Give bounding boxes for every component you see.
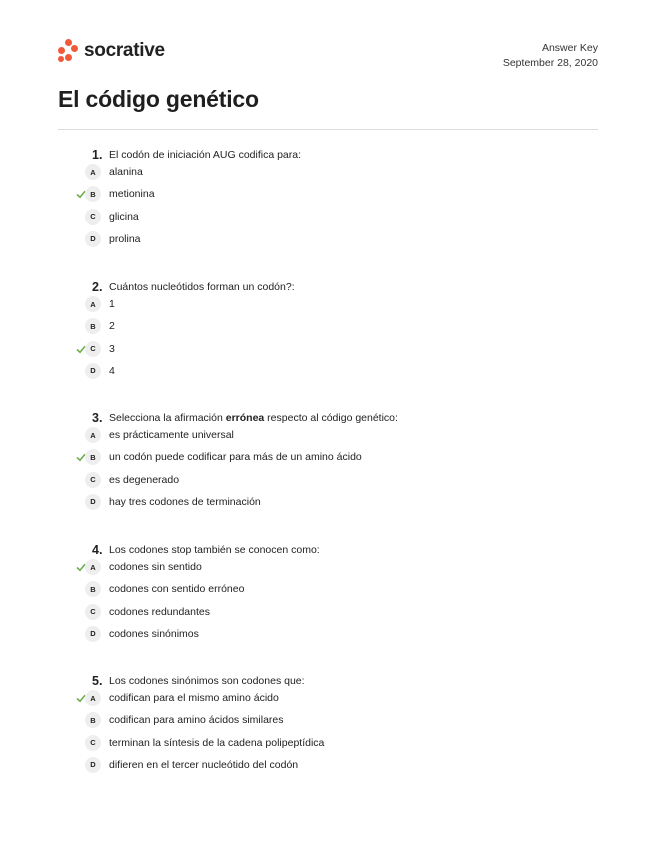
answer-option [72,757,592,779]
question-text: Cuántos nucleótidos forman un codón?: [109,281,295,293]
answer-option-correct [72,449,592,471]
header [58,38,598,72]
option-letter: A [85,296,101,312]
answer-option [72,427,592,449]
option-letter: A [85,690,101,706]
question-header [72,674,592,690]
option-letter: A [85,559,101,575]
option-text: un codón puede codificar para más de un amino ácido [109,451,362,464]
socrative-logo-icon [58,39,78,63]
answer-option-correct [72,690,592,712]
option-text: terminan la síntesis de la cadena polipeptídica [109,736,325,749]
question-header [72,280,592,296]
option-text: codones con sentido erróneo [109,583,245,596]
option-letter: C [85,341,101,357]
answer-option-correct [72,341,592,363]
option-text: codones sinónimos [109,627,199,640]
question-text: El codón de iniciación AUG codifica para: [109,149,302,161]
option-letter: D [85,626,101,642]
question-header [72,411,592,427]
option-text: 4 [109,364,115,377]
question-text-emphasis: errónea [225,412,265,424]
option-text: codifican para amino ácidos similares [109,714,284,727]
option-letter: A [85,427,101,443]
answer-option [72,626,592,648]
question-text [109,412,398,424]
option-letter: D [85,757,101,773]
option-text: prolina [109,232,141,245]
answer-option [72,209,592,231]
option-letter: C [85,209,101,225]
answer-option [72,735,592,757]
option-text: es prácticamente universal [109,429,234,441]
option-letter: B [85,186,101,202]
question-text-end: respecto al código genético: [264,412,398,424]
logo-wordmark: socrative [84,40,165,61]
question-number: 2. [92,280,103,294]
option-text: codifican para el mismo amino ácido [109,692,279,704]
option-letter: D [85,494,101,510]
answer-option [72,581,592,603]
option-letter: C [85,472,101,488]
question-header [72,148,592,164]
doc-date: September 28, 2020 [502,56,598,69]
doc-meta [503,41,598,70]
question-2 [72,280,592,385]
question-text-start: Selecciona la afirmación [109,412,226,424]
option-letter: C [85,604,101,620]
option-text: codones sin sentido [109,561,202,573]
socrative-logo [58,38,165,64]
option-letter: D [85,363,101,379]
question-number: 3. [92,411,103,425]
answer-option [72,296,592,318]
answer-option [72,494,592,516]
question-header [72,543,592,559]
doc-type-label: Answer Key [541,42,598,54]
answer-option-correct [72,559,592,581]
answer-option [72,712,592,734]
option-letter: C [85,735,101,751]
option-text: es degenerado [109,473,180,486]
answer-option [72,318,592,340]
answer-option [72,604,592,626]
page-title: El código genético [58,86,259,112]
divider [58,129,598,130]
question-number: 1. [92,148,103,162]
option-letter: B [85,581,101,597]
question-text: Los codones sinónimos son codones que: [109,675,305,687]
answer-option [72,231,592,253]
option-letter: B [85,449,101,465]
question-3 [72,411,592,516]
option-letter: A [85,164,101,180]
answer-option [72,164,592,186]
option-text: 2 [109,320,115,333]
question-1 [72,148,592,253]
question-number: 5. [92,674,103,688]
option-text: hay tres codones de terminación [109,495,261,508]
option-text: metionina [109,188,155,201]
option-text: 1 [109,298,115,310]
option-text: 3 [109,342,115,355]
option-text: glicina [109,210,139,223]
answer-option-correct [72,186,592,208]
question-number: 4. [92,543,103,557]
answer-option [72,472,592,494]
option-text: codones redundantes [109,605,210,618]
option-text: alanina [109,166,143,178]
option-text: difieren en el tercer nucleótido del codón [109,758,299,771]
option-letter: D [85,231,101,247]
answer-option [72,363,592,385]
option-letter: B [85,318,101,334]
question-text: Los codones stop también se conocen como: [109,544,320,556]
question-4 [72,543,592,648]
option-letter: B [85,712,101,728]
question-5 [72,674,592,779]
